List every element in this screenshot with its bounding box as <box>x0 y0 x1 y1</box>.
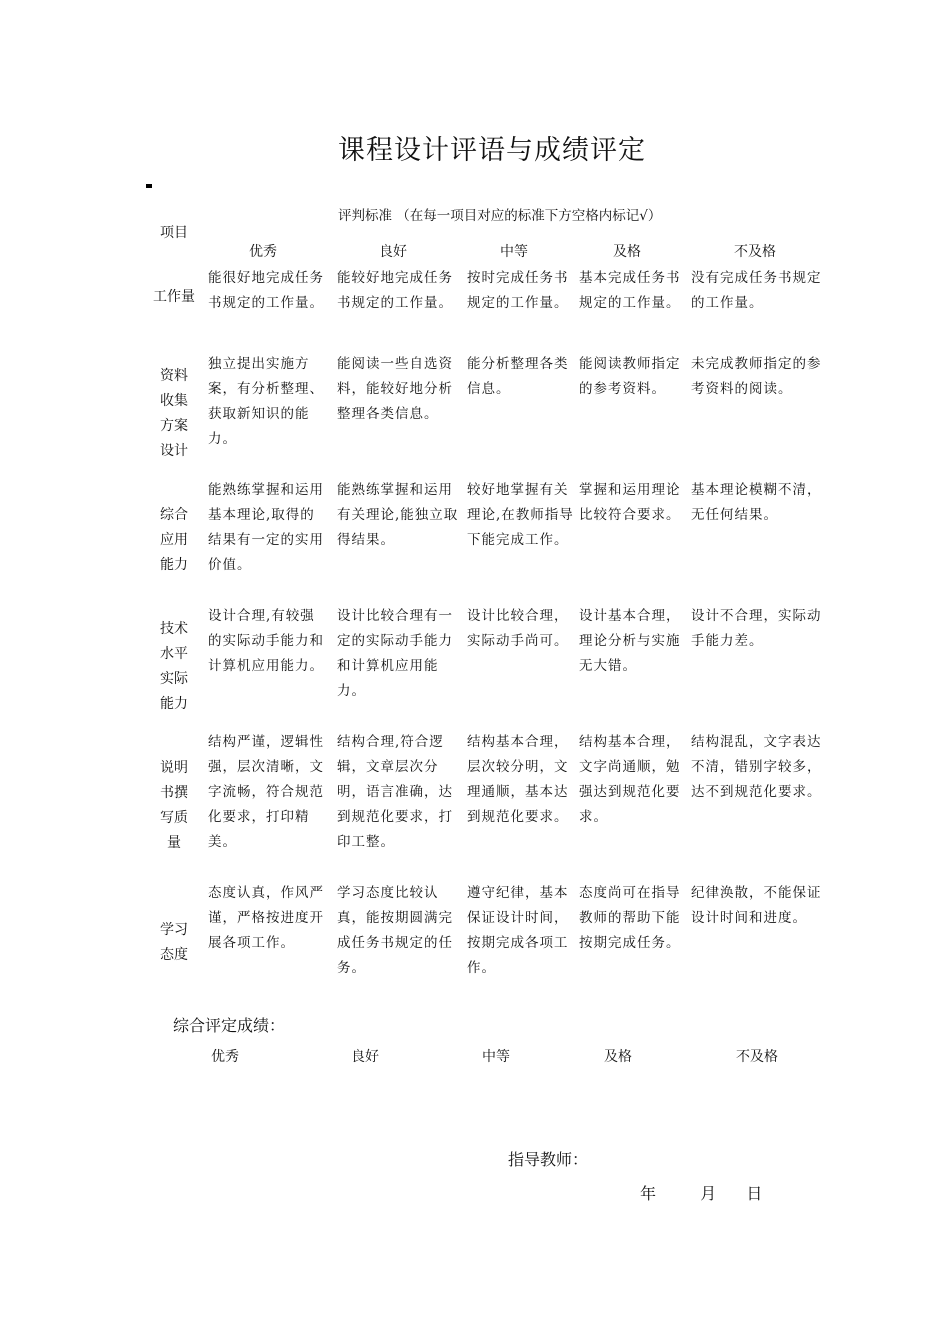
table-cell: 基本完成任务书规定的工作量。 <box>579 270 681 311</box>
advisor-label: 指导教师： <box>508 1150 589 1169</box>
table-cell: 掌握和运用理论比较符合要求。 <box>579 482 681 523</box>
table-cell: 较好地掌握有关理论,在教师指导下能完成工作。 <box>467 482 574 548</box>
table-cell: 结构基本合理，文字尚通顺，勉强达到规范化要求。 <box>579 734 681 825</box>
table-cell: 能很好地完成任务书规定的工作量。 <box>208 270 324 311</box>
level-excellent: 优秀 <box>249 244 277 260</box>
item-column-label: 项目 <box>160 225 188 241</box>
table-cell: 能较好地完成任务书规定的工作量。 <box>337 270 453 311</box>
table-cell: 没有完成任务书规定的工作量。 <box>691 270 822 311</box>
date-line <box>640 1181 762 1204</box>
table-cell: 态度尚可在指导教师的帮助下能按期完成任务。 <box>579 885 681 951</box>
grade-option-pass: 及格 <box>604 1049 632 1065</box>
table-cell: 独立提出实施方案，有分析整理、获取新知识的能力。 <box>208 356 324 447</box>
grade-option-excellent: 优秀 <box>211 1049 239 1065</box>
criteria-header: 评判标准 （在每一项目对应的标准下方空格内标记√） <box>338 208 662 224</box>
row-label-attitude: 学习态度 <box>160 922 188 963</box>
table-cell: 设计比较合理有一定的实际动手能力和计算机应用能力。 <box>337 608 453 699</box>
table-cell: 遵守纪律，基本保证设计时间，按期完成各项工作。 <box>467 885 569 976</box>
level-medium: 中等 <box>500 244 528 260</box>
table-cell: 能熟练掌握和运用有关理论,能独立取得结果。 <box>337 482 459 548</box>
row-label-research: 资料收集方案设计 <box>160 368 188 459</box>
final-grade-label: 综合评定成绩： <box>173 1016 286 1035</box>
grade-option-medium: 中等 <box>482 1049 510 1065</box>
date-month-label: 月 <box>700 1184 717 1203</box>
level-pass: 及格 <box>613 244 641 260</box>
date-day-label: 日 <box>746 1184 763 1203</box>
row-label-writing: 说明书撰写质量 <box>160 760 188 851</box>
table-cell: 结构混乱，文字表达不清，错别字较多，达不到规范化要求。 <box>691 734 822 800</box>
table-cell: 纪律涣散，不能保证设计时间和进度。 <box>691 885 822 926</box>
level-fail: 不及格 <box>734 244 776 260</box>
date-year-label: 年 <box>640 1184 657 1203</box>
table-cell: 能熟练掌握和运用基本理论,取得的结果有一定的实用价值。 <box>208 482 324 573</box>
grade-option-good: 良好 <box>351 1049 379 1065</box>
table-cell: 能阅读教师指定的参考资料。 <box>579 356 681 397</box>
table-cell: 能阅读一些自选资料，能较好地分析整理各类信息。 <box>337 356 453 422</box>
table-cell: 学习态度比较认真，能按期圆满完成任务书规定的任务。 <box>337 885 453 976</box>
table-cell: 结构基本合理，层次较分明，文理通顺，基本达到规范化要求。 <box>467 734 569 825</box>
level-good: 良好 <box>379 244 407 260</box>
table-cell: 设计基本合理，理论分析与实施无大错。 <box>579 608 681 674</box>
row-label-workload: 工作量 <box>153 289 195 305</box>
table-cell: 设计不合理，实际动手能力差。 <box>691 608 822 649</box>
table-cell: 结构严谨，逻辑性强，层次清晰，文字流畅，符合规范化要求，打印精美。 <box>208 734 324 850</box>
row-label-technical: 技术水平实际能力 <box>160 621 188 712</box>
row-label-application: 综合应用能力 <box>160 507 188 573</box>
table-cell: 设计合理,有较强的实际动手能力和计算机应用能力。 <box>208 608 324 674</box>
page-title: 课程设计评语与成绩评定 <box>338 135 646 166</box>
table-cell: 按时完成任务书规定的工作量。 <box>467 270 569 311</box>
table-cell: 能分析整理各类信息。 <box>467 356 569 397</box>
table-cell: 设计比较合理，实际动手尚可。 <box>467 608 569 649</box>
table-cell: 基本理论模糊不清，无任何结果。 <box>691 482 822 523</box>
grade-option-fail: 不及格 <box>736 1049 778 1065</box>
table-cell: 结构合理,符合逻辑，文章层次分明，语言准确，达到规范化要求，打印工整。 <box>337 734 453 850</box>
table-cell: 态度认真，作风严谨，严格按进度开展各项工作。 <box>208 885 324 951</box>
bullet-mark <box>146 184 152 188</box>
table-cell: 未完成教师指定的参考资料的阅读。 <box>691 356 822 397</box>
